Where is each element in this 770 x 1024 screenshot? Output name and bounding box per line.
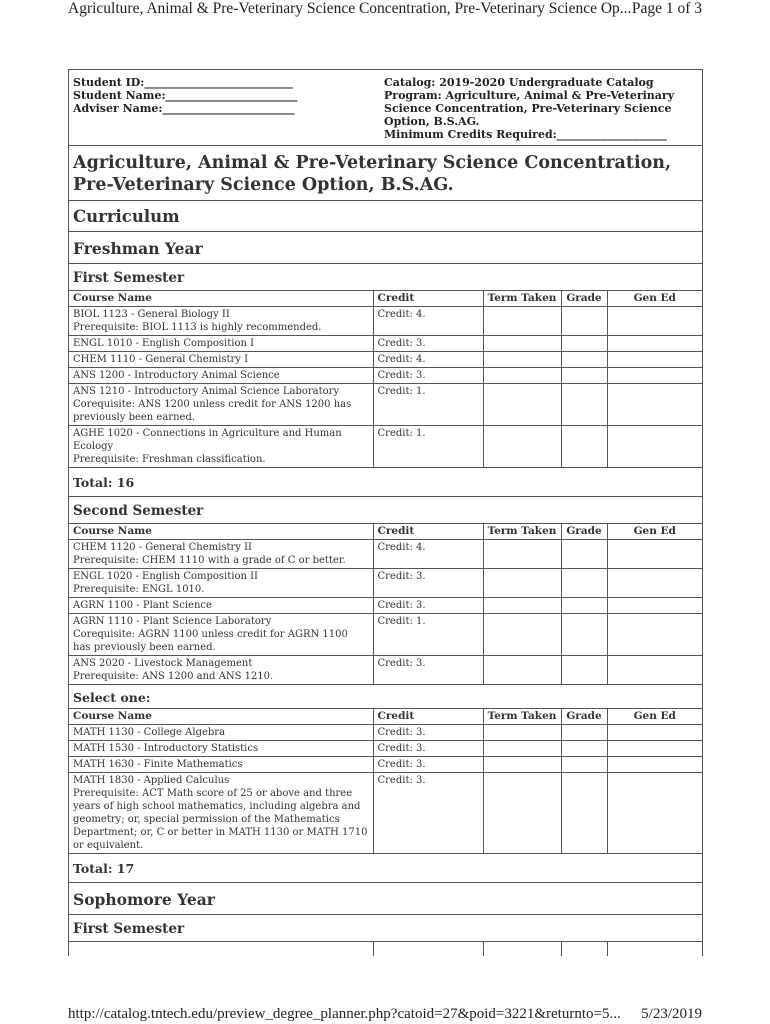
- course-name[interactable]: AGHE 1020 - Connections in Agriculture and Human Ecology: [73, 428, 342, 452]
- credit-cell: Credit: 3.: [373, 773, 483, 854]
- term-taken-cell: [483, 614, 561, 656]
- course-cell: [69, 725, 373, 741]
- col-grade: Grade: [561, 291, 607, 307]
- gen-ed-cell: [607, 540, 702, 569]
- course-prerequisite: Corequisite: AGRN 1100 unless credit for AGRN 1100 has previously been earned.: [73, 629, 348, 653]
- grade-cell: [561, 757, 607, 773]
- first-semester-heading: First Semester: [69, 264, 702, 291]
- credit-cell: Credit: 3.: [373, 598, 483, 614]
- col-gen-ed: Gen Ed: [607, 709, 702, 725]
- term-taken-cell: [483, 757, 561, 773]
- course-name[interactable]: MATH 1130 - College Algebra: [73, 727, 226, 738]
- student-id-field: Student ID:___________________________: [73, 76, 293, 89]
- table-row: [69, 352, 702, 368]
- credit-cell: Credit: 1.: [373, 384, 483, 426]
- course-cell: [69, 368, 373, 384]
- credit-cell: Credit: 3.: [373, 656, 483, 685]
- table-row: [69, 569, 702, 598]
- credit-cell: Credit: 3.: [373, 368, 483, 384]
- first-semester-rows: [69, 307, 702, 468]
- table-header-row: [69, 524, 702, 540]
- table-row: [69, 942, 702, 956]
- grade-cell: [561, 540, 607, 569]
- student-info-left: [69, 70, 380, 145]
- col-course-name: Course Name: [69, 291, 373, 307]
- grade-cell: [561, 598, 607, 614]
- table-header-row: [69, 291, 702, 307]
- first-semester-table: [69, 291, 702, 468]
- gen-ed-cell: [607, 569, 702, 598]
- footer-date: 5/23/2019: [641, 1006, 702, 1022]
- table-row: [69, 773, 702, 854]
- term-taken-cell: [483, 384, 561, 426]
- select-one-rows: [69, 725, 702, 854]
- table-row: [69, 540, 702, 569]
- table-row: [69, 757, 702, 773]
- term-taken-cell: [483, 307, 561, 336]
- grade-cell: [561, 773, 607, 854]
- credit-cell: Credit: 3.: [373, 757, 483, 773]
- col-credit: Credit: [373, 291, 483, 307]
- course-name[interactable]: MATH 1830 - Applied Calculus: [73, 775, 230, 786]
- table-row: [69, 741, 702, 757]
- catalog-label: Catalog: 2019-2020 Undergraduate Catalog: [384, 76, 654, 89]
- course-prerequisite: Prerequisite: BIOL 1113 is highly recommended.: [73, 322, 322, 333]
- col-credit: Credit: [373, 524, 483, 540]
- select-one-table: [69, 709, 702, 854]
- course-name[interactable]: MATH 1630 - Finite Mathematics: [73, 759, 243, 770]
- course-cell: [69, 307, 373, 336]
- degree-planner-document: [68, 69, 703, 956]
- grade-cell: [561, 307, 607, 336]
- empty-cell: [483, 942, 561, 956]
- grade-cell: [561, 368, 607, 384]
- second-semester-total: Total: 17: [69, 854, 702, 883]
- term-taken-cell: [483, 352, 561, 368]
- gen-ed-cell: [607, 598, 702, 614]
- course-prerequisite: Prerequisite: CHEM 1110 with a grade of C or better.: [73, 555, 346, 566]
- credit-cell: Credit: 3.: [373, 336, 483, 352]
- course-prerequisite: Prerequisite: ENGL 1010.: [73, 584, 205, 595]
- select-one-heading: Select one:: [69, 685, 702, 709]
- term-taken-cell: [483, 741, 561, 757]
- grade-cell: [561, 741, 607, 757]
- table-row: [69, 384, 702, 426]
- sophomore-table-stub: [69, 942, 702, 956]
- course-cell: [69, 384, 373, 426]
- student-name-field: Student Name:________________________: [73, 89, 298, 102]
- credit-cell: Credit: 3.: [373, 741, 483, 757]
- gen-ed-cell: [607, 426, 702, 468]
- term-taken-cell: [483, 368, 561, 384]
- gen-ed-cell: [607, 656, 702, 685]
- table-row: [69, 656, 702, 685]
- first-semester-total: Total: 16: [69, 468, 702, 497]
- term-taken-cell: [483, 336, 561, 352]
- course-name[interactable]: AGRN 1110 - Plant Science Laboratory: [73, 616, 272, 627]
- course-name[interactable]: ANS 2020 - Livestock Management: [73, 658, 253, 669]
- course-prerequisite: Corequisite: ANS 1200 unless credit for ANS 1200 has previously been earned.: [73, 399, 352, 423]
- page-number: Page 1 of 3: [631, 0, 702, 17]
- grade-cell: [561, 614, 607, 656]
- footer-url: http://catalog.tntech.edu/preview_degree_planner.php?catoid=27&poid=3221&returnto=5...: [68, 1006, 621, 1022]
- course-cell: [69, 540, 373, 569]
- credit-cell: Credit: 3.: [373, 569, 483, 598]
- table-row: [69, 725, 702, 741]
- table-row: [69, 598, 702, 614]
- table-row: [69, 307, 702, 336]
- course-cell: [69, 757, 373, 773]
- course-name[interactable]: CHEM 1110 - General Chemistry I: [73, 354, 249, 365]
- col-grade: Grade: [561, 709, 607, 725]
- table-row: [69, 426, 702, 468]
- gen-ed-cell: [607, 336, 702, 352]
- gen-ed-cell: [607, 368, 702, 384]
- gen-ed-cell: [607, 614, 702, 656]
- student-info-box: [69, 70, 702, 146]
- gen-ed-cell: [607, 307, 702, 336]
- term-taken-cell: [483, 725, 561, 741]
- course-name[interactable]: AGRN 1100 - Plant Science: [73, 600, 212, 611]
- table-row: [69, 336, 702, 352]
- credit-cell: Credit: 4.: [373, 307, 483, 336]
- course-name[interactable]: ENGL 1010 - English Composition I: [73, 338, 255, 349]
- table-row: [69, 368, 702, 384]
- col-credit: Credit: [373, 709, 483, 725]
- term-taken-cell: [483, 598, 561, 614]
- course-name[interactable]: ANS 1210 - Introductory Animal Science Laboratory: [73, 386, 340, 397]
- course-cell: [69, 426, 373, 468]
- credit-cell: Credit: 1.: [373, 614, 483, 656]
- course-name[interactable]: ANS 1200 - Introductory Animal Science: [73, 370, 280, 381]
- second-semester-rows: [69, 540, 702, 685]
- table-header-row: [69, 709, 702, 725]
- gen-ed-cell: [607, 773, 702, 854]
- credit-cell: Credit: 1.: [373, 426, 483, 468]
- col-term-taken: Term Taken: [483, 524, 561, 540]
- course-cell: [69, 614, 373, 656]
- col-gen-ed: Gen Ed: [607, 524, 702, 540]
- col-course-name: Course Name: [69, 709, 373, 725]
- term-taken-cell: [483, 426, 561, 468]
- empty-cell: [373, 942, 483, 956]
- course-cell: [69, 598, 373, 614]
- col-grade: Grade: [561, 524, 607, 540]
- col-term-taken: Term Taken: [483, 291, 561, 307]
- course-prerequisite: Prerequisite: ANS 1200 and ANS 1210.: [73, 671, 274, 682]
- col-term-taken: Term Taken: [483, 709, 561, 725]
- adviser-name-field: Adviser Name:________________________: [73, 102, 295, 115]
- course-prerequisite: Prerequisite: ACT Math score of 25 or above and three years of high school mathematics, including algebra and geometry; or, special permission of the Mathematics Department; or, C or better in MATH 1130 or MATH 1710 or equivalent.: [73, 788, 368, 851]
- gen-ed-cell: [607, 725, 702, 741]
- grade-cell: [561, 336, 607, 352]
- grade-cell: [561, 352, 607, 368]
- course-cell: [69, 773, 373, 854]
- sophomore-year-heading: Sophomore Year: [69, 883, 702, 915]
- course-name[interactable]: CHEM 1120 - General Chemistry II: [73, 542, 253, 553]
- grade-cell: [561, 569, 607, 598]
- gen-ed-cell: [607, 384, 702, 426]
- page-header: [0, 0, 770, 22]
- col-gen-ed: Gen Ed: [607, 291, 702, 307]
- program-label: Program: Agriculture, Animal & Pre-Veterinary Science Concentration, Pre-Veterinary Science Option, B.S.AG.: [384, 89, 675, 128]
- empty-cell: [69, 942, 373, 956]
- course-cell: [69, 352, 373, 368]
- curriculum-heading: Curriculum: [69, 201, 702, 232]
- empty-cell: [561, 942, 607, 956]
- course-name[interactable]: BIOL 1123 - General Biology II: [73, 309, 230, 320]
- table-row: [69, 614, 702, 656]
- freshman-year-heading: Freshman Year: [69, 232, 702, 264]
- course-name[interactable]: MATH 1530 - Introductory Statistics: [73, 743, 259, 754]
- grade-cell: [561, 384, 607, 426]
- course-cell: [69, 656, 373, 685]
- term-taken-cell: [483, 773, 561, 854]
- gen-ed-cell: [607, 741, 702, 757]
- gen-ed-cell: [607, 757, 702, 773]
- catalog-info-right: [380, 70, 702, 145]
- grade-cell: [561, 426, 607, 468]
- min-credits-field: Minimum Credits Required:____________________: [384, 128, 667, 141]
- gen-ed-cell: [607, 352, 702, 368]
- term-taken-cell: [483, 540, 561, 569]
- course-cell: [69, 569, 373, 598]
- page-header-title: Agriculture, Animal & Pre-Veterinary Science Concentration, Pre-Veterinary Science Op...: [68, 0, 632, 17]
- term-taken-cell: [483, 656, 561, 685]
- grade-cell: [561, 656, 607, 685]
- credit-cell: Credit: 3.: [373, 725, 483, 741]
- empty-cell: [607, 942, 702, 956]
- course-name[interactable]: ENGL 1020 - English Composition II: [73, 571, 258, 582]
- course-prerequisite: Prerequisite: Freshman classification.: [73, 454, 266, 465]
- credit-cell: Credit: 4.: [373, 540, 483, 569]
- grade-cell: [561, 725, 607, 741]
- term-taken-cell: [483, 569, 561, 598]
- col-course-name: Course Name: [69, 524, 373, 540]
- second-semester-table: [69, 524, 702, 685]
- sophomore-first-semester-heading: First Semester: [69, 915, 702, 942]
- program-title: Agriculture, Animal & Pre-Veterinary Science Concentration, Pre-Veterinary Science Option, B.S.AG.: [69, 146, 702, 201]
- second-semester-heading: Second Semester: [69, 497, 702, 524]
- credit-cell: Credit: 4.: [373, 352, 483, 368]
- course-cell: [69, 741, 373, 757]
- course-cell: [69, 336, 373, 352]
